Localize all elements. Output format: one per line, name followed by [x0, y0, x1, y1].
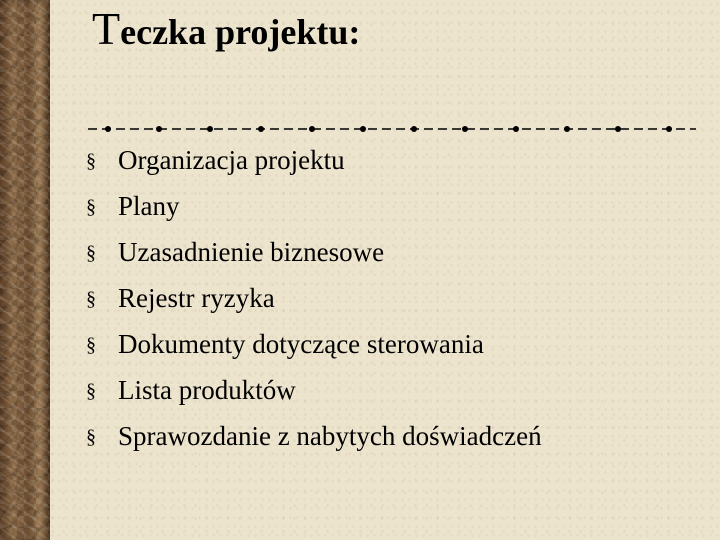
divider-dot [564, 126, 570, 132]
divider-dot [513, 126, 519, 132]
list-item-text: Plany [118, 191, 180, 221]
divider-dot [411, 126, 417, 132]
list-item [86, 191, 542, 237]
divider-dot [462, 126, 468, 132]
list-item-text: Sprawozdanie z nabytych doświadczeń [118, 421, 542, 451]
list-item [86, 283, 542, 329]
bullet-marker-icon: § [86, 196, 96, 218]
bullet-marker-icon: § [86, 242, 96, 264]
title-first-letter: T [92, 3, 121, 54]
divider-dot [309, 126, 315, 132]
list-item [86, 145, 542, 191]
marble-border-strip [0, 0, 50, 540]
bullet-marker-icon: § [86, 380, 96, 402]
slide-title [92, 3, 361, 54]
list-item-text: Dokumenty dotyczące sterowania [118, 329, 484, 359]
list-item-text: Rejestr ryzyka [118, 283, 275, 313]
divider-dot [360, 126, 366, 132]
bullet-marker-icon: § [86, 150, 96, 172]
bullet-marker-icon: § [86, 426, 96, 448]
list-item [86, 421, 542, 467]
divider-dot [207, 126, 213, 132]
title-rest: eczka projektu: [120, 12, 361, 52]
divider-dot [105, 126, 111, 132]
list-item [86, 237, 542, 283]
dashed-divider [88, 122, 696, 136]
divider-dot [258, 126, 264, 132]
divider-dot [156, 126, 162, 132]
list-item-text: Organizacja projektu [118, 145, 345, 175]
list-item [86, 329, 542, 375]
divider-dot [615, 126, 621, 132]
bullet-marker-icon: § [86, 334, 96, 356]
list-item [86, 375, 542, 421]
list-item-text: Uzasadnienie biznesowe [118, 237, 385, 267]
bullet-list [86, 145, 542, 467]
bullet-marker-icon: § [86, 288, 96, 310]
list-item-text: Lista produktów [118, 375, 296, 405]
divider-dot [666, 126, 672, 132]
